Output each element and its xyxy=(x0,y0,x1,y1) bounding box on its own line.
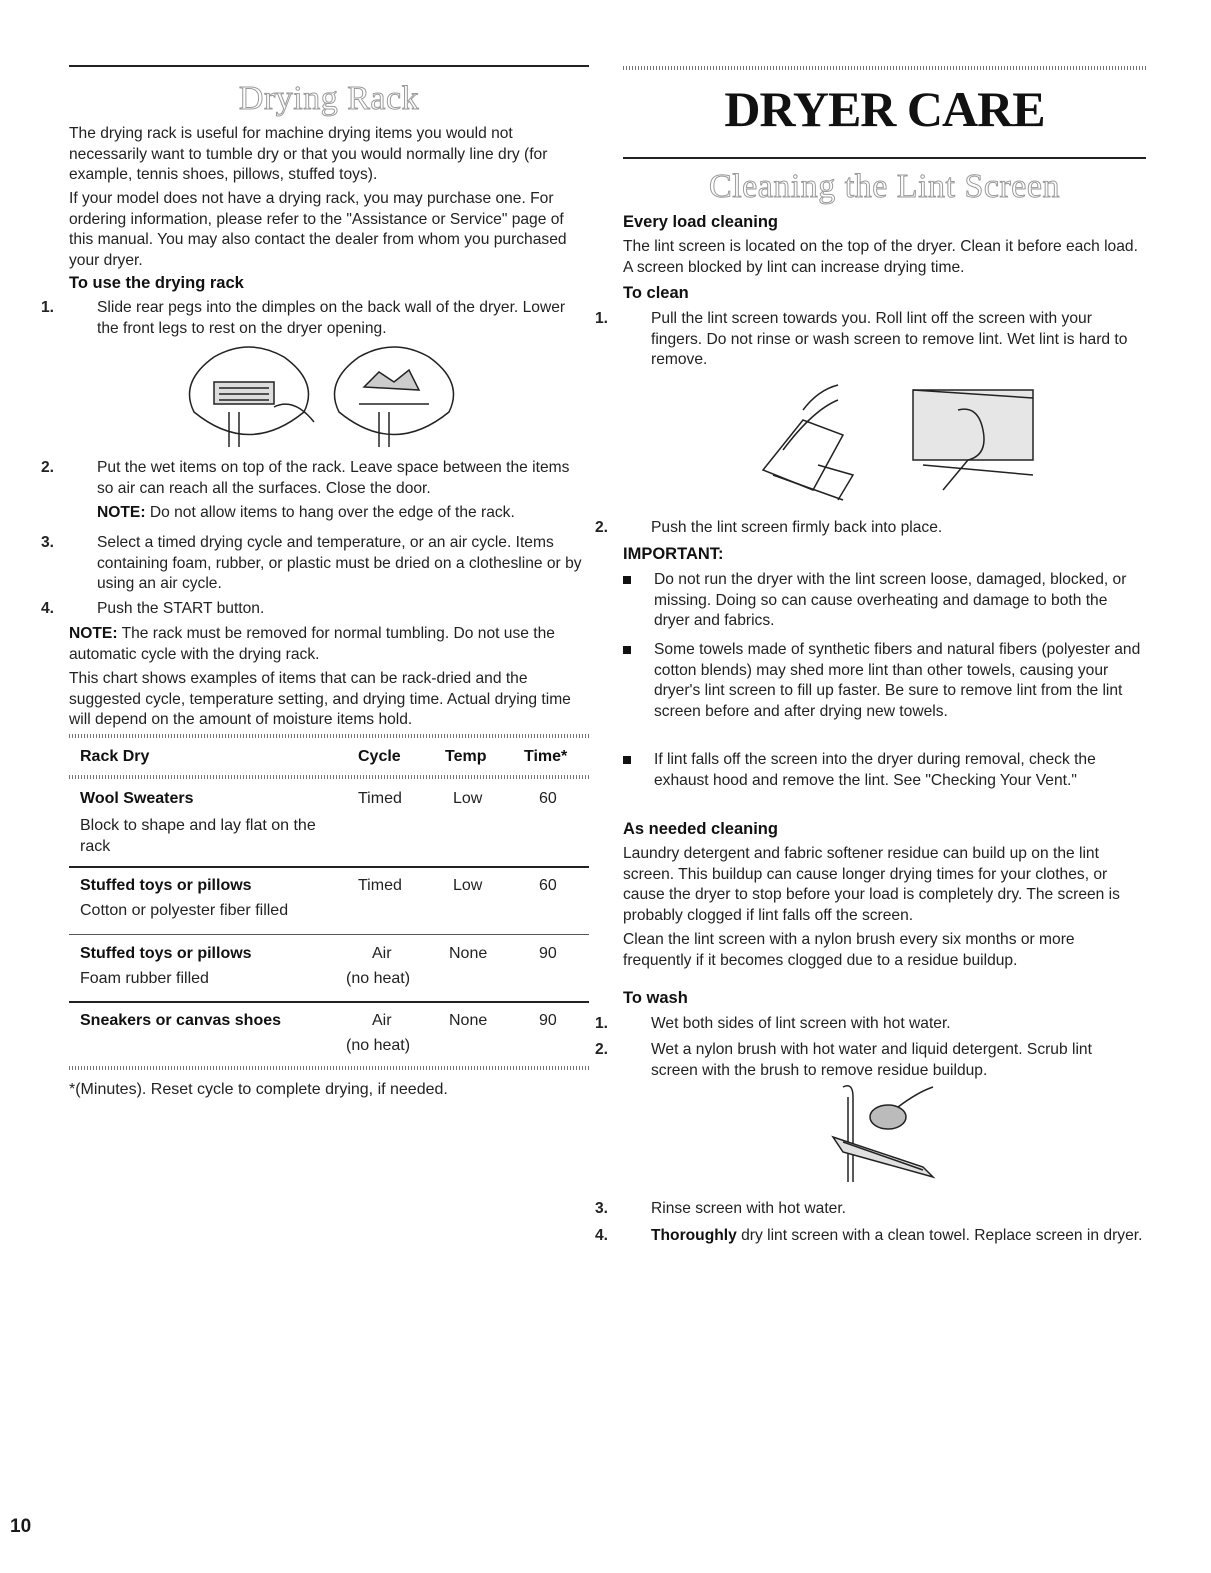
table-row-temp: None xyxy=(449,945,488,962)
as-needed-text-1: Laundry detergent and fabric softener residue can build up on the lint screen. This buildup can cause longer drying times for your clothes, or cause the dryer to stop before your load is completely dry. The screen is probably clogged if lint falls off the screen. xyxy=(623,845,1120,924)
drying-rack-title: Drying Rack xyxy=(238,80,420,117)
every-load-text: The lint screen is located on the top of the dryer. Clean it before each load. A screen blocked by lint can increase drying time. xyxy=(623,238,1138,276)
dryer-care-title: DRYER CARE xyxy=(724,81,1045,137)
rack-note: NOTE: The rack must be removed for normal tumbling. Do not use the automatic cycle with the drying rack. xyxy=(69,625,555,663)
step-number: 1. xyxy=(595,310,609,327)
table-row-item: Wool Sweaters xyxy=(80,790,194,807)
table-header-rack-dry: Rack Dry xyxy=(80,748,150,765)
title-rule xyxy=(623,157,1146,159)
every-load-heading: Every load cleaning xyxy=(623,213,778,231)
table-row-item: Stuffed toys or pillows xyxy=(80,945,252,962)
bullet-square-icon xyxy=(623,576,631,584)
table-row-item: Stuffed toys or pillows xyxy=(80,877,252,894)
bullet-square-icon xyxy=(623,756,631,764)
top-rule xyxy=(69,65,589,67)
step-number: 4. xyxy=(595,1227,609,1244)
important-label: IMPORTANT: xyxy=(623,545,724,563)
lint-screen-illustration xyxy=(743,380,1043,505)
brush-illustration xyxy=(823,1082,953,1187)
table-header-temp: Temp xyxy=(445,748,487,765)
to-wash-heading: To wash xyxy=(623,989,688,1007)
top-dotted-rule xyxy=(623,66,1146,70)
wash-step-3: 3. Rinse screen with hot water. xyxy=(623,1199,1143,1220)
intro-paragraph: The drying rack is useful for machine drying items you would not necessarily want to tumble dry or that you would normally line dry (for example, tennis shoes, pillows, stuffed toys). xyxy=(69,125,548,183)
page-number: 10 xyxy=(10,1516,32,1537)
rack-step-2: 2. Put the wet items on top of the rack. Leave space between the items so air can reach all the surfaces. Close the door. xyxy=(41,459,570,497)
wash-step-1: 1. Wet both sides of lint screen with hot water. xyxy=(623,1014,1143,1035)
table-row-temp: Low xyxy=(453,790,483,807)
clean-step-1: 1. Pull the lint screen towards you. Roll lint off the screen with your fingers. Do not rinse or wash screen to remove lint. Wet lint is hard to remove. xyxy=(595,310,1128,368)
table-row-cycle: Air xyxy=(372,1012,392,1029)
important-bullet: Do not run the dryer with the lint screen loose, damaged, blocked, or missing. Doing so can cause overheating and damage to both the dryer and fabrics. xyxy=(623,570,1146,632)
table-header-cycle: Cycle xyxy=(358,748,401,765)
table-row-cycle: Timed xyxy=(358,877,402,894)
rack-step-4: 4. Push the START button. xyxy=(69,599,589,620)
step-number: 1. xyxy=(595,1015,609,1032)
table-row-desc: Cotton or polyester fiber filled xyxy=(80,902,289,919)
table-row-cycle-note: (no heat) xyxy=(346,1037,411,1054)
table-row-item: Sneakers or canvas shoes xyxy=(80,1012,282,1029)
step-number: 3. xyxy=(41,534,55,551)
bullet-square-icon xyxy=(623,646,631,654)
table-bottom-rule xyxy=(69,1066,589,1070)
table-header-rule xyxy=(69,775,589,779)
step-2-note: NOTE: Do not allow items to hang over the edge of the rack. xyxy=(97,504,515,521)
table-row-divider xyxy=(69,1001,589,1003)
as-needed-heading: As needed cleaning xyxy=(623,820,778,838)
important-bullet: Some towels made of synthetic fibers and natural fibers (polyester and cotton blends) may shed more lint than other towels, causing your dryer's lint screen to fill up faster. Be sure to remove lint from the lint screen before and after drying new towels. xyxy=(623,640,1146,722)
table-row-desc: Block to shape and lay flat on the rack xyxy=(80,817,316,855)
wash-step-4: 4. Thoroughly dry lint screen with a clean towel. Replace screen in dryer. xyxy=(623,1226,1143,1247)
step-number: 2. xyxy=(41,459,55,476)
chart-intro: This chart shows examples of items that can be rack-dried and the suggested cycle, temperature setting, and drying time. Actual drying time will depend on the amount of moisture items hold. xyxy=(69,670,571,728)
table-row-desc: Foam rubber filled xyxy=(80,970,209,987)
clean-step-2: 2. Push the lint screen firmly back into place. xyxy=(623,518,1143,539)
step-number: 3. xyxy=(595,1200,609,1217)
purchase-paragraph: If your model does not have a drying rack, you may purchase one. For ordering information, please refer to the "Assistance or Service" page of this manual. You may also contact the dealer from whom you purchased your dryer. xyxy=(69,190,567,269)
table-row-cycle-note: (no heat) xyxy=(346,970,411,987)
as-needed-text-2: Clean the lint screen with a nylon brush every six months or more frequently if it becomes clogged due to a residue buildup. xyxy=(623,931,1075,969)
step-number: 2. xyxy=(595,519,609,536)
rack-step-1: 1. Slide rear pegs into the dimples on the back wall of the dryer. Lower the front legs to rest on the dryer opening. xyxy=(41,299,566,337)
drying-rack-illustration xyxy=(174,342,474,452)
important-bullet: If lint falls off the screen into the dryer during removal, check the exhaust hood and remove the lint. See "Checking Your Vent." xyxy=(623,750,1146,791)
table-row-time: 90 xyxy=(539,1012,557,1029)
table-row-time: 60 xyxy=(539,790,557,807)
step-number: 4. xyxy=(41,600,55,617)
step-number: 2. xyxy=(595,1041,609,1058)
use-rack-heading: To use the drying rack xyxy=(69,274,244,292)
table-row-cycle: Air xyxy=(372,945,392,962)
table-row-cycle: Timed xyxy=(358,790,402,807)
to-clean-heading: To clean xyxy=(623,284,689,302)
table-row-divider xyxy=(69,866,589,868)
table-top-rule xyxy=(69,734,589,738)
table-header-time: Time* xyxy=(524,748,568,765)
table-row-divider xyxy=(69,934,589,935)
rack-step-3: 3. Select a timed drying cycle and temperature, or an air cycle. Items containing foam, rubber, or plastic must be dried on a clothesline or by using an air cycle. xyxy=(41,534,582,592)
table-row-temp: None xyxy=(449,1012,488,1029)
step-number: 1. xyxy=(41,299,55,316)
table-row-temp: Low xyxy=(453,877,483,894)
table-row-time: 90 xyxy=(539,945,557,962)
table-footnote: *(Minutes). Reset cycle to complete drying, if needed. xyxy=(69,1081,448,1098)
wash-step-2: 2. Wet a nylon brush with hot water and liquid detergent. Scrub lint screen with the brush to remove residue buildup. xyxy=(595,1041,1092,1079)
table-row-time: 60 xyxy=(539,877,557,894)
lint-screen-title: Cleaning the Lint Screen xyxy=(709,168,1060,205)
